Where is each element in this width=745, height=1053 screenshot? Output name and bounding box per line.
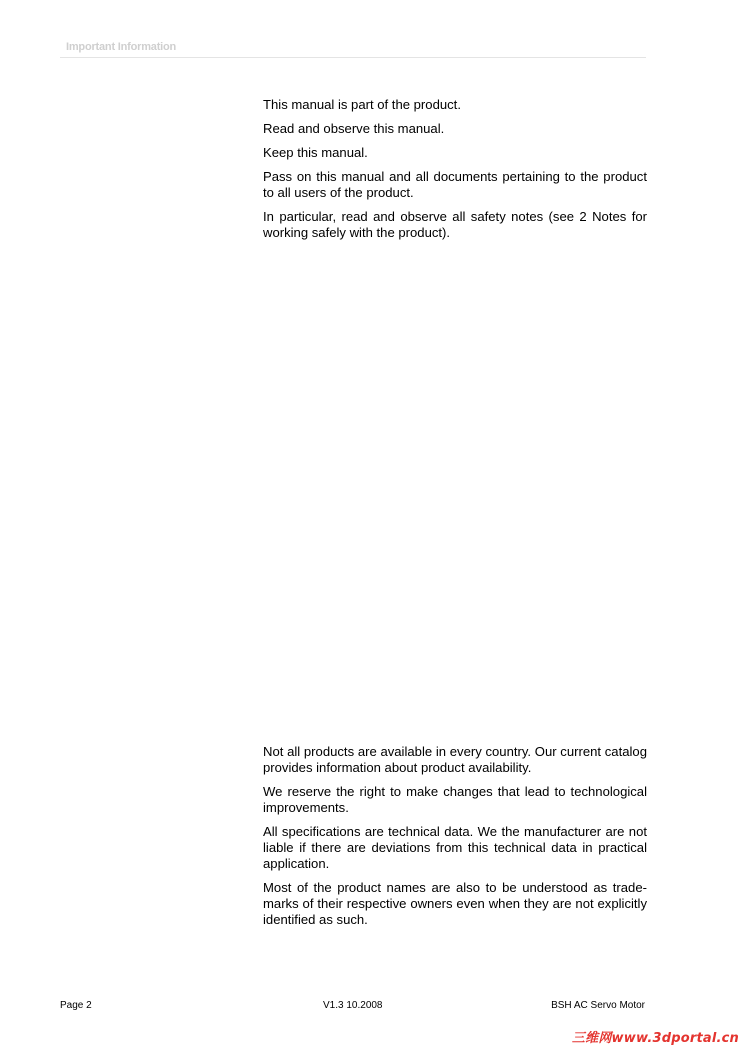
intro-notes (263, 97, 647, 249)
note-paragraph: In particular, read and observe all safety notes (see 2 Notes for working safely with the product). (263, 209, 647, 240)
footer-version: V1.3 10.2008 (323, 1000, 383, 1011)
footer-product-name: BSH AC Servo Motor (551, 1000, 645, 1011)
legal-paragraph: Most of the product names are also to be understood as trademarks of their respective owners even when they are not explicitly identified as such. (263, 880, 647, 927)
page-header-title: Important Information (66, 41, 177, 53)
legal-paragraph: Not all products are available in every country. Our current catalog provides information about product availability. (263, 744, 647, 775)
note-paragraph: Read and observe this manual. (263, 121, 445, 136)
note-paragraph: This manual is part of the product. (263, 97, 461, 112)
legal-notes (263, 744, 647, 936)
legal-paragraph: All specifications are technical data. We the manufacturer are not liable if there are deviations from this technical data in practical application. (263, 824, 647, 871)
header-divider (60, 57, 646, 58)
note-paragraph: Keep this manual. (263, 145, 368, 160)
site-watermark: 三维网www.3dportal.cn (571, 1031, 739, 1046)
note-paragraph: Pass on this manual and all documents pertaining to the product to all users of the product. (263, 169, 647, 200)
footer-page-number: Page 2 (60, 1000, 92, 1011)
legal-paragraph: We reserve the right to make changes that lead to technological improvements. (263, 784, 647, 815)
